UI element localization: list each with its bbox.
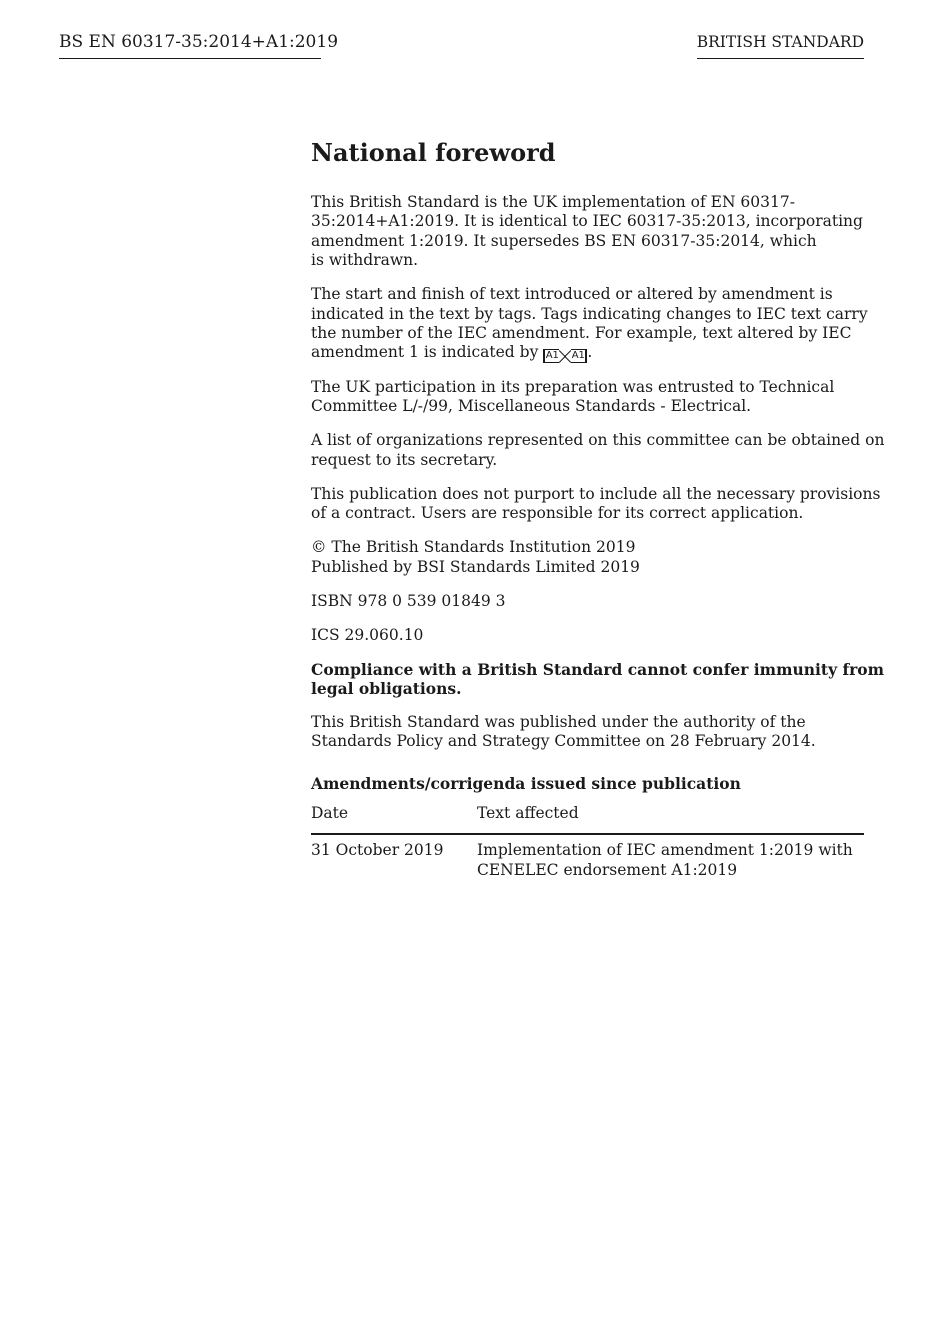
paragraph-participation	[311, 378, 864, 417]
text-line: Compliance with a British Standard cannot confer immunity from	[311, 659, 885, 679]
paragraph-implementation	[311, 193, 864, 271]
text-line: Committee L/-/99, Miscellaneous Standards - Electrical.	[311, 397, 752, 416]
column-header-date: Date	[311, 802, 477, 834]
text-line: Published by BSI Standards Limited 2019	[311, 557, 640, 576]
paragraph-copyright	[311, 538, 864, 577]
text-line: request to its secretary.	[311, 450, 498, 469]
text-line: indicated in the text by tags. Tags indicating changes to IEC text carry	[311, 304, 868, 323]
text-line: The start and finish of text introduced or altered by amendment is	[311, 285, 833, 304]
text-line: legal obligations.	[311, 679, 462, 699]
ics-code: ICS 29.060.10	[311, 625, 424, 644]
foreword-body	[311, 193, 885, 766]
paragraph-organizations	[311, 431, 885, 470]
text-line: This British Standard is the UK implementation of EN 60317-	[311, 193, 795, 211]
page-title: National foreword	[311, 138, 556, 167]
isbn: ISBN 978 0 539 01849 3	[311, 591, 506, 610]
header-document-id: BS EN 60317-35:2014+A1:2019	[59, 31, 321, 59]
text-line: CENELEC endorsement A1:2019	[477, 860, 738, 879]
text-line: © The British Standards Institution 2019	[311, 538, 636, 557]
amendments-heading: Amendments/corrigenda issued since publication	[311, 774, 741, 793]
paragraph-amendment-tags	[311, 285, 868, 363]
column-header-text-affected: Text affected	[477, 802, 864, 834]
text-line: the number of the IEC amendment. For example, text altered by IEC	[311, 324, 852, 343]
amendment-date: 31 October 2019	[311, 841, 444, 860]
paragraph-disclaimer	[311, 484, 881, 524]
text-line: Implementation of IEC amendment 1:2019 with	[477, 841, 853, 860]
text-line: Standards Policy and Strategy Committee on 28 February 2014.	[311, 732, 816, 751]
table-header-row	[311, 802, 864, 834]
text-line: 35:2014+A1:2019. It is identical to IEC 60317-35:2013, incorporating	[311, 212, 863, 231]
tag-example-text: amendment 1 is indicated by	[311, 343, 539, 362]
amendment-start-tag-icon: A1	[543, 349, 559, 363]
amendments-table	[311, 802, 864, 880]
text-line: is withdrawn.	[311, 251, 419, 270]
text-line: amendment 1:2019. It supersedes BS EN 60317-35:2014, which	[311, 231, 817, 250]
text-line: The UK participation in its preparation was entrusted to Technical	[311, 378, 835, 397]
amendment-text-affected	[477, 834, 864, 880]
text-line: A list of organizations represented on this committee can be obtained on	[311, 431, 885, 450]
text-line	[311, 343, 864, 363]
header-standard-label: BRITISH STANDARD	[697, 31, 864, 59]
text-line: This British Standard was published under the authority of the	[311, 713, 806, 732]
text-line: of a contract. Users are responsible for its correct application.	[311, 504, 804, 523]
paragraph-authority	[311, 713, 864, 752]
paragraph-compliance	[311, 659, 885, 699]
sentence-end: .	[587, 343, 593, 362]
table-row	[311, 834, 864, 880]
amendment-end-tag-icon: A1	[571, 349, 587, 363]
text-line: This publication does not purport to include all the necessary provisions	[311, 484, 881, 503]
